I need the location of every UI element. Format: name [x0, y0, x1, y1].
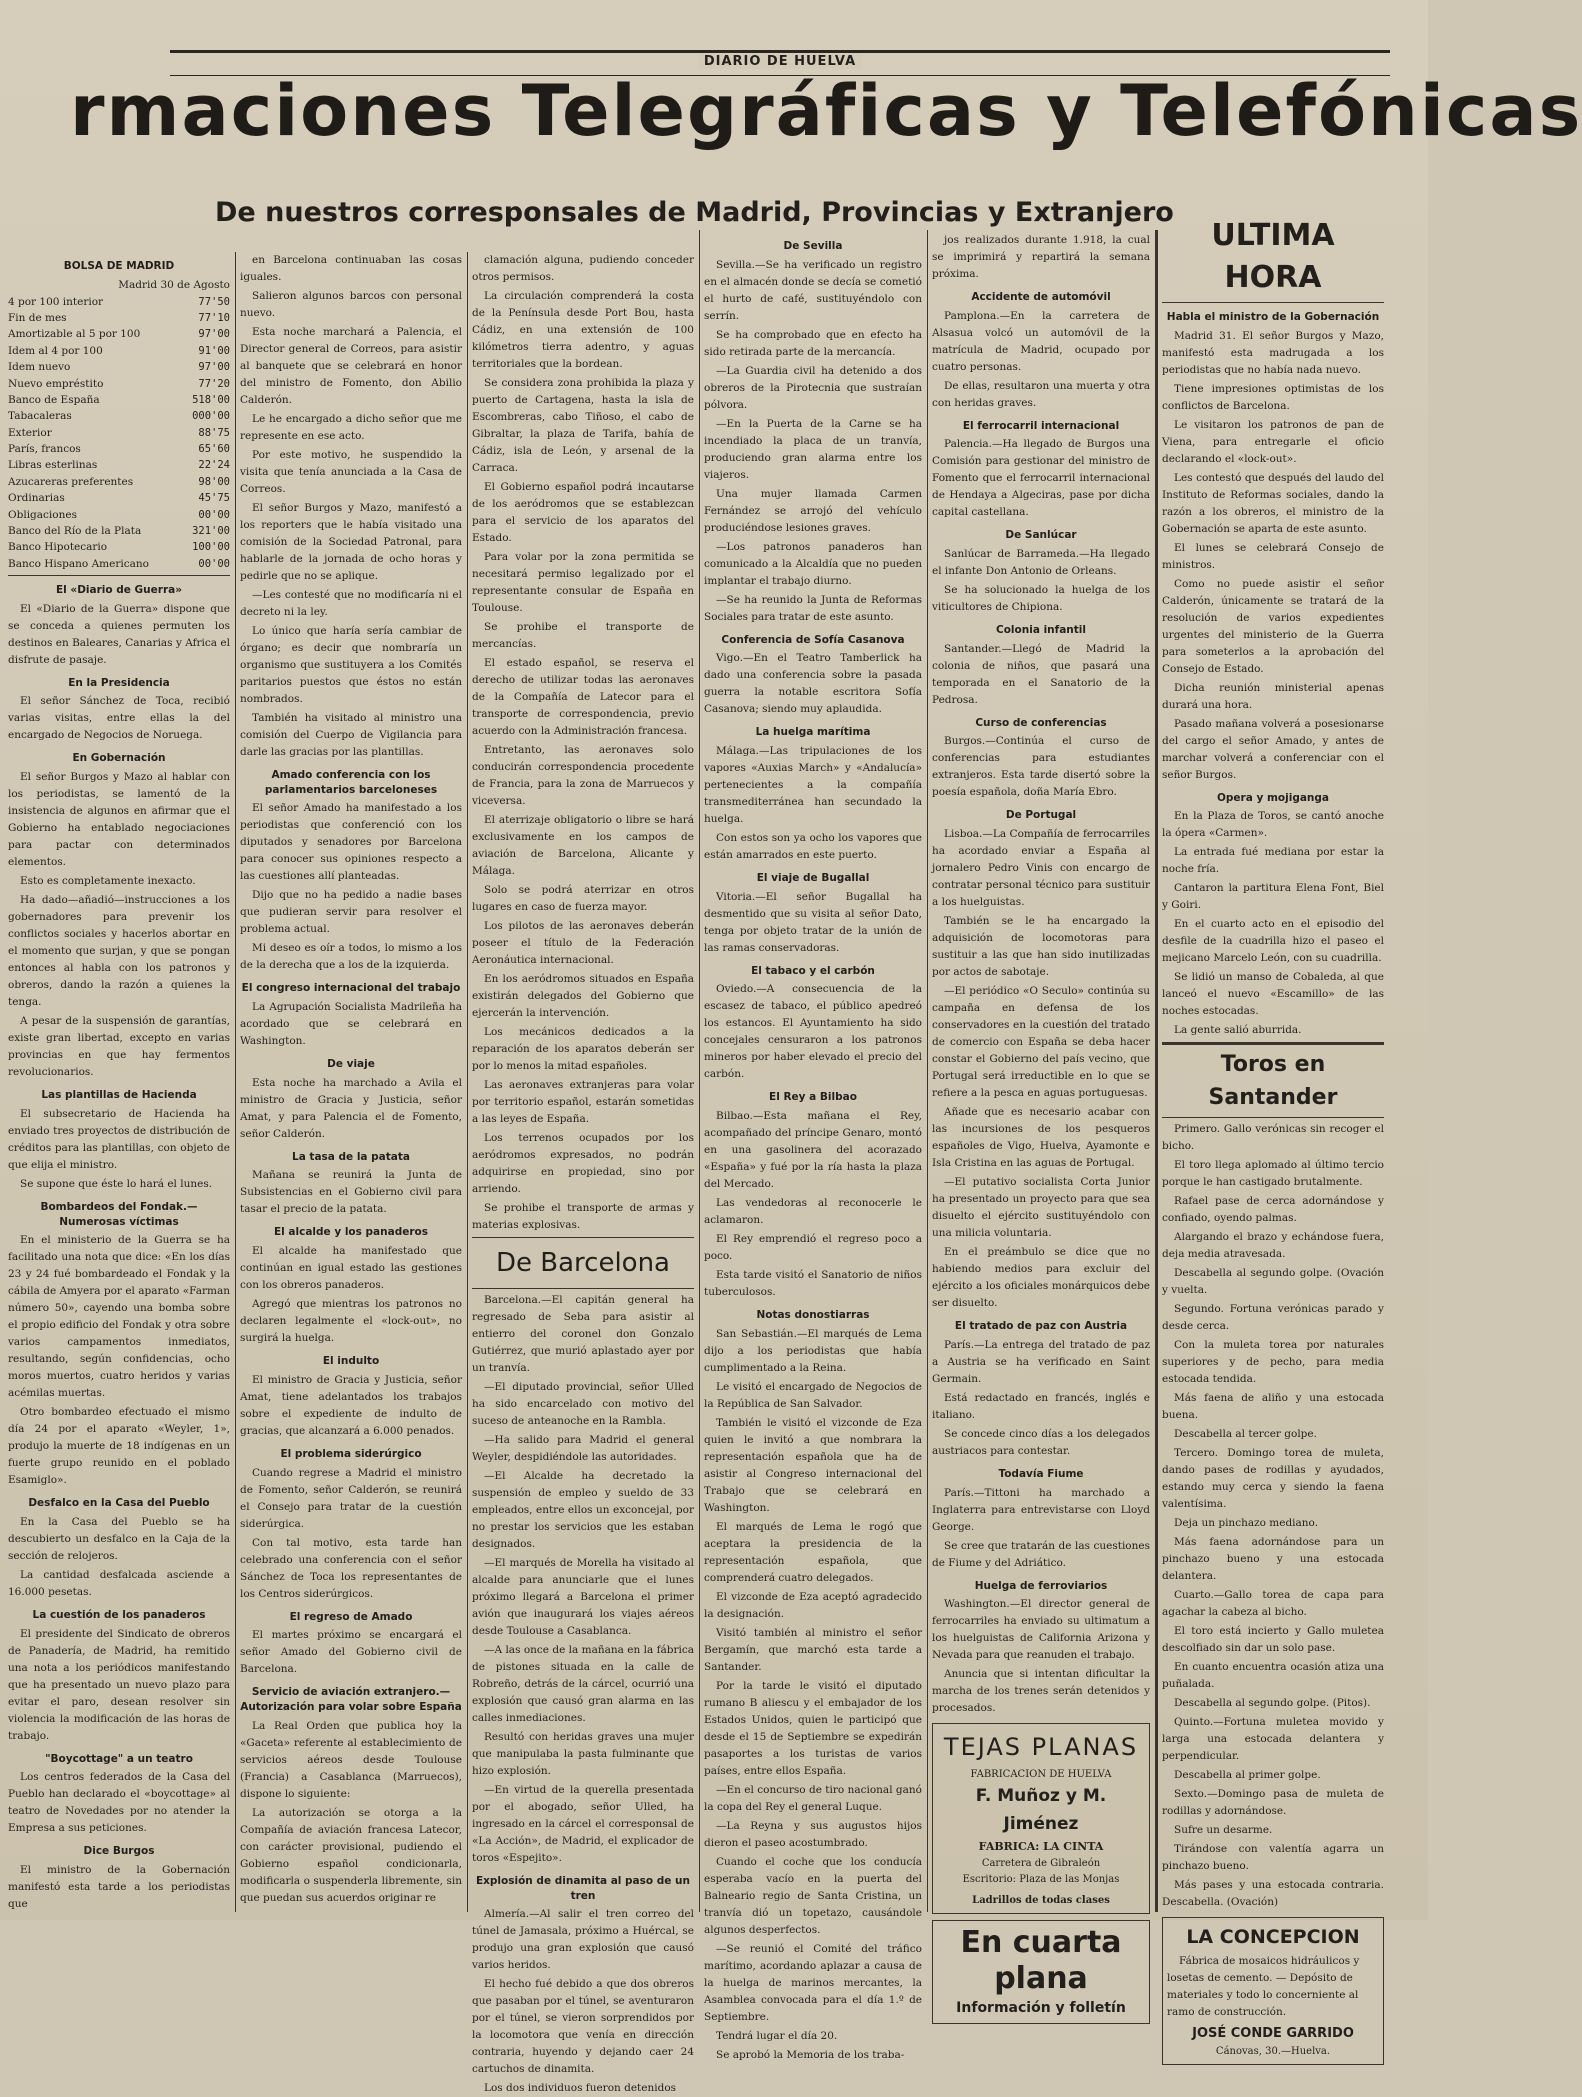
- paragraph: Almería.—Al salir el tren correo del túnel de Jamasala, próximo a Huércal, se produjo una gran explosión que causó varios heridos.: [472, 1908, 694, 1972]
- heading: Amado conferencia con los parlamentarios barceloneses: [264, 769, 438, 796]
- paragraph: Se supone que éste lo hará el lunes.: [20, 1177, 213, 1190]
- paragraph: El lunes se celebrará Consejo de ministros.: [1162, 541, 1384, 571]
- ad-description: Fábrica de mosaicos hidráulicos y losetas de cemento. — Depósito de materiales y todo lo concerniente al ramo de construcción.: [1167, 1955, 1360, 2019]
- paragraph: A pesar de la suspensión de garantías, existe gran libertad, excepto en varias provincias en que hay fermentos revolucionarios.: [8, 1015, 230, 1079]
- paragraph: El vizconde de Eza aceptó agradecido la designación.: [704, 1590, 922, 1620]
- ad-subtitle: Información y folletín: [956, 1999, 1126, 2016]
- bolsa-name: Tabacaleras: [8, 410, 72, 423]
- paragraph: Tendrá lugar el día 20.: [716, 2029, 838, 2042]
- paragraph: Les contestó que después del laudo del Instituto de Reformas sociales, dando la razón a los obreros, el ministro de la Gobernación se aparta de este asunto.: [1162, 471, 1384, 535]
- paragraph: en Barcelona continuaban las cosas iguales.: [240, 254, 462, 283]
- bolsa-name: Idem nuevo: [8, 361, 71, 374]
- paragraph: Se prohibe el transporte de mercancías.: [472, 621, 694, 650]
- bolsa-value: 88'75: [198, 426, 230, 439]
- paragraph: Por la tarde le visitó el diputado rumano B aliescu y el embajador de los Estados Unidos, quien le participó que desde el 15 de Septiembre se expedirán pasaportes a los turistas de varios países, entre ellos España.: [704, 1679, 922, 1777]
- bolsa-name: Azucareras preferentes: [8, 475, 134, 488]
- bolsa-name: Nuevo empréstito: [8, 377, 104, 390]
- bolsa-row: [8, 523, 230, 539]
- paragraph: Le he encargado a dicho señor que me represente en ese acto.: [240, 413, 462, 442]
- column-3: [472, 252, 694, 2095]
- heading: El congreso internacional del trabajo: [241, 982, 461, 995]
- paragraph: Lisboa.—La Compañía de ferrocarriles ha acordado enviar a España al jornalero Pedro Vinis con encargo de contratar personal técnico para sustituir a los huelguistas.: [932, 828, 1150, 909]
- bolsa-name: Banco Hipotecario: [8, 541, 108, 554]
- paragraph: El martes próximo se encargará el señor Amado del Gobierno civil de Barcelona.: [240, 1629, 462, 1676]
- ad-address: Cánovas, 30.—Huelva.: [1215, 2046, 1331, 2058]
- heading: El viaje de Bugallal: [756, 872, 870, 885]
- paragraph: —A las once de la mañana en la fábrica de pistones situada en la calle de Robreño, detrás de la cárcel, ocurrió una explosión que causó gran alarma en las calles inmediaciones.: [472, 1644, 694, 1725]
- paragraph: El presidente del Sindicato de obreros de Panadería, de Madrid, ha remitido una nota a los periódicos manifestando que ha presentado un nuevo plazo para evitar el paro, desean resolver sin violencia la modificación de las horas de trabajo.: [8, 1627, 230, 1742]
- paragraph: Esto es completamente inexacto.: [20, 875, 196, 888]
- bolsa-value: 98'00: [198, 475, 230, 488]
- heading: Conferencia de Sofía Casanova: [721, 633, 905, 646]
- paragraph: Primero. Gallo verónicas sin recoger el bicho.: [1162, 1123, 1384, 1153]
- heading: De Sevilla: [783, 240, 843, 252]
- heading: El problema siderúrgico: [280, 1447, 422, 1460]
- paragraph: Una mujer llamada Carmen Fernández se arrojó del vehículo produciéndose lesiones graves.: [704, 487, 922, 534]
- paragraph: La entrada fué mediana por estar la noche fría.: [1162, 846, 1384, 876]
- paragraph: Sexto.—Domingo pasa de muleta de rodillas y adornándose.: [1162, 1788, 1384, 1818]
- paragraph: El señor Sánchez de Toca, recibió varias visitas, entre ellas la del encargado de Negocios de Noruega.: [8, 695, 230, 742]
- paragraph: Pamplona.—En la carretera de Alsasua volcó un automóvil de la matrícula de Madrid, ocupado por cuatro personas.: [932, 309, 1150, 373]
- paragraph: La circulación comprenderá la costa de la Península desde Port Bou, hasta Cádiz, en una extensión de 100 kilómetros tierra adentro, y aguas territoriales que la bordean.: [472, 290, 694, 370]
- paragraph: Santander.—Llegó de Madrid la colonia de niños, que pasará una temporada en el Sanatorio de la Pedrosa.: [932, 642, 1150, 706]
- paragraph: Segundo. Fortuna verónicas parado y desde cerca.: [1162, 1303, 1384, 1333]
- paragraph: París.—Tittoni ha marchado a Inglaterra para entrevistarse con Lloyd George.: [932, 1486, 1150, 1533]
- bolsa-row: [8, 474, 230, 490]
- paragraph: Con la muleta torea por naturales superiores y de pecho, para media estocada tendida.: [1162, 1339, 1384, 1386]
- ad-address: Carretera de Gibraleón: [981, 1858, 1101, 1870]
- heading: Huelga de ferroviarios: [974, 1579, 1108, 1592]
- paragraph: Para volar por la zona permitida se necesitará permiso legalizado por el representante consular de España en Toulouse.: [472, 551, 694, 614]
- paragraph: Bilbao.—Esta mañana el Rey, acompañado del príncipe Genaro, montó en una gasolinera del acorazado «España» y fué por la ría hasta la plaza del Mercado.: [704, 1110, 922, 1191]
- bolsa-value: 77'10: [198, 312, 230, 325]
- paragraph: Los mecánicos dedicados a la reparación de los aparatos deberán ser por lo menos la mitad españoles.: [472, 1026, 694, 1072]
- paragraph: Solo se podrá aterrizar en otros lugares en caso de fuerza mayor.: [472, 884, 694, 913]
- paragraph: Otro bombardeo efectuado el mismo día 24 por el aparato «Weyler, 1», produjo la muerte de 18 indígenas en un fuerte grupo reunido en el poblado Esamiglo».: [8, 1406, 230, 1487]
- heading: En Gobernación: [72, 752, 166, 765]
- bolsa-name: Fin de mes: [8, 312, 67, 325]
- paragraph: Sufre un desarme.: [1174, 1824, 1273, 1837]
- paragraph: También se le ha encargado la adquisición de locomotoras para sustituir a las que han sido inutilizadas por actos de sabotaje.: [932, 915, 1150, 979]
- bolsa-value: 77'50: [198, 295, 230, 308]
- paragraph: Visitó también al ministro el señor Bergamín, que marchó esta tarde a Santander.: [704, 1626, 922, 1673]
- bolsa-name: Banco de España: [8, 393, 100, 406]
- paragraph: Esta tarde visitó el Sanatorio de niños tuberculosos.: [704, 1269, 922, 1299]
- paragraph: Le visitaron los patronos de pan de Viena, para entregarle el oficio declarando el «lock-out».: [1162, 418, 1384, 465]
- bolsa-row: [8, 408, 230, 424]
- heading: De Portugal: [1005, 809, 1077, 822]
- paragraph: Vitoria.—El señor Bugallal ha desmentido que su visita al señor Dato, tenga por objeto tratar de la unión de las ramas conservadoras.: [704, 890, 922, 954]
- paragraph: Tiene impresiones optimistas de los conflictos de Barcelona.: [1162, 382, 1384, 412]
- bolsa-name: Ordinarias: [8, 492, 65, 505]
- paragraph: Esta noche ha marchado a Avila el ministro de Gracia y Justicia, señor Amat, y para Palencia el de Fomento, señor Calderón.: [240, 1076, 462, 1140]
- bolsa-value: 100'00: [192, 541, 230, 554]
- paragraph: Sanlúcar de Barrameda.—Ha llegado el infante Don Antonio de Orleans.: [932, 548, 1150, 578]
- bolsa-row: [8, 359, 230, 375]
- paragraph: Descabella al segundo golpe. (Ovación y vuelta.: [1162, 1267, 1384, 1297]
- bolsa-row: [8, 507, 230, 523]
- paragraph: También le visitó el vizconde de Eza quien le invitó a que nombrara la representación española que ha de asistir al Congreso internacional del Trabajo que se celebrará en Washington.: [704, 1416, 922, 1514]
- advertisement-cuarta-plana: [932, 1920, 1150, 2025]
- paragraph: Los pilotos de las aeronaves deberán poseer el título de la Federación Aeronáutica internacional.: [472, 920, 694, 966]
- paragraph: Se ha solucionado la huelga de los viticultores de Chipiona.: [932, 584, 1150, 614]
- paragraph: El ministro de la Gobernación manifestó esta tarde a los periodistas que: [8, 1863, 230, 1910]
- paragraph: Por este motivo, he suspendido la visita que tenía anunciada a la Casa de Correos.: [240, 449, 462, 495]
- bolsa-value: 97'00: [198, 328, 230, 341]
- bolsa-value: 00'00: [198, 557, 230, 570]
- bolsa-row: [8, 392, 230, 408]
- paragraph: —Se reunió el Comité del tráfico marítimo, acordando aplazar a causa de la huelga de marinos mercantes, la Asamblea convocada para el día 1.º de Septiembre.: [704, 1942, 922, 2023]
- paragraph: Pasado mañana volverá a posesionarse del cargo el señor Amado, y antes de marchar volverá a conferenciar con el señor Burgos.: [1162, 717, 1384, 781]
- heading: Notas donostiarras: [756, 1309, 870, 1322]
- bolsa-row: [8, 376, 230, 392]
- heading: El ferrocarril internacional: [962, 419, 1120, 432]
- paragraph: Más pases y una estocada contraria. Descabella. (Ovación): [1162, 1879, 1384, 1909]
- bolsa-name: Idem al 4 por 100: [8, 344, 103, 357]
- paragraph: Se prohibe el transporte de armas y materias explosivas.: [472, 1202, 694, 1231]
- paragraph: Los dos individuos fueron detenidos: [484, 2082, 677, 2095]
- paragraph: Burgos.—Continúa el curso de conferencias para estudiantes extranjeros. Esta tarde disertó sobre la poesía española, doña María Ebro.: [932, 735, 1150, 799]
- paragraph: Mañana se reunirá la Junta de Subsistencias en el Gobierno civil para tasar el precio de la patata.: [240, 1169, 462, 1216]
- paragraph: Se aprobó la Memoria de los traba-: [716, 2048, 905, 2061]
- paragraph: En el ministerio de la Guerra se ha facilitado una nota que dice: «En los días 23 y 24 fué bombardeado el Fondak y la cábila de Amyera por el aparato «Farman número 50», cayendo una bomba sobre el propio edificio del Fondak y otra sobre varios campamentos inmediatos, resultando, según confidencias, ocho moros muertos, cuatro heridos y varias acémilas muertas.: [8, 1234, 230, 1400]
- bolsa-value: 000'00: [192, 410, 230, 423]
- paragraph: Se lidió un manso de Cobaleda, al que lanceó el nuevo «Escamillo» de las noches estocadas.: [1162, 971, 1384, 1018]
- paragraph: Añade que es necesario acabar con las incursiones de los pesqueros españoles de Vigo, Huelva, Ayamonte e Isla Cristina en las aguas de Portugal.: [932, 1106, 1150, 1170]
- paragraph: La gente salió aburrida.: [1174, 1024, 1302, 1037]
- paragraph: El estado español, se reserva el derecho de utilizar todas las aeronaves de la Compañía de Latecor para el transporte de correspondencia, previo acuerdo con la Administración francesa.: [472, 657, 694, 737]
- paragraph: Esta noche marchará a Palencia, el Director general de Correos, para asistir al banquete que se celebrará en honor del ministro de Fomento, don Abilio Calderón.: [240, 326, 462, 406]
- paragraph: —En virtud de la querella presentada por el abogado, señor Ulled, ha ingresado en la cárcel el corresponsal de «La Acción», de Madrid, el explicador de toros «Espejito».: [472, 1784, 694, 1865]
- ad-fabrica: FABRICA: LA CINTA: [978, 1840, 1104, 1854]
- paragraph: En el cuarto acto en el episodio del desfile de la cuadrilla hizo el paseo el mejicano Marcelo León, con su cuadrilla.: [1162, 918, 1384, 965]
- bolsa-name: 4 por 100 interior: [8, 295, 104, 308]
- column-2: [240, 252, 462, 1917]
- ad-title: En cuarta plana: [960, 1924, 1122, 1996]
- bolsa-name: París, francos: [8, 443, 81, 456]
- paragraph: El Gobierno español podrá incautarse de los aeródromos que se establezcan para el servicio de los aparatos del Estado.: [472, 481, 694, 544]
- paragraph: El subsecretario de Hacienda ha enviado tres proyectos de distribución de créditos para las plantillas, con objeto de que elija el ministro.: [8, 1107, 230, 1171]
- heading: Opera y mojiganga: [1216, 791, 1329, 804]
- column-6: [1162, 215, 1384, 2058]
- bolsa-value: 00'00: [198, 508, 230, 521]
- paragraph: —La Reyna y sus augustos hijos dieron el paseo acostumbrado.: [704, 1819, 922, 1849]
- heading: "Boycottage" a un teatro: [45, 1752, 193, 1765]
- paragraph: Cuando el coche que los conducía esperaba vacío en la puerta del Balneario regio de Santa Cristina, un tranvía dió un topetazo, causándole algunos desperfectos.: [704, 1855, 922, 1936]
- ad-title: TEJAS PLANAS: [943, 1733, 1139, 1762]
- paragraph: Entretanto, las aeronaves solo conducirán correspondencia procedente de Francia, para la zona de Marruecos y viceversa.: [472, 744, 694, 807]
- bolsa-value: 45'75: [198, 492, 230, 505]
- paragraph: De ellas, resultaron una muerta y otra con heridas graves.: [932, 379, 1150, 409]
- paragraph: clamación alguna, pudiendo conceder otros permisos.: [472, 254, 694, 283]
- paragraph: El hecho fué debido a que dos obreros que pasaban por el túnel, se aventuraron por el túnel, se vieron sorprendidos por la locomotora que venía en dirección contraria, huyendo y dejando caer 24 cartuchos de dinamita.: [472, 1978, 694, 2076]
- paragraph: También ha visitado al ministro una comisión del Cuerpo de Vigilancia para darle las gracias por las plantillas.: [240, 712, 462, 758]
- bolsa-row: [8, 457, 230, 473]
- section-heading-barcelona: De Barcelona: [495, 1248, 670, 1278]
- heading: Servicio de aviación extranjero.—Autorización para volar sobre España: [240, 1686, 462, 1713]
- paragraph: —El putativo socialista Corta Junior ha presentado un proyecto para que sea disuelto el ejército sustituyéndolo con una milicia voluntaria.: [932, 1176, 1150, 1240]
- bolsa-name: Banco Hispano Americano: [8, 557, 149, 570]
- paragraph: París.—La entrega del tratado de paz a Austria se ha verificado en Saint Germain.: [932, 1338, 1150, 1385]
- bolsa-name: Libras esterlinas: [8, 459, 98, 472]
- paragraph: Más faena de aliño y una estocada buena.: [1162, 1392, 1384, 1422]
- paragraph: —En el concurso de tiro nacional ganó la copa del Rey el general Luque.: [704, 1783, 922, 1813]
- heading: El alcalde y los panaderos: [274, 1226, 428, 1239]
- paragraph: Alargando el brazo y echándose fuera, deja media atravesada.: [1162, 1231, 1384, 1261]
- heading: Dice Burgos: [83, 1845, 155, 1858]
- paragraph: —El diputado provincial, señor Ulled ha sido encarcelado con motivo del suceso de anteanoche en la Rambla.: [472, 1381, 694, 1428]
- paragraph: El toro está incierto y Gallo muletea descolfiado sin dar un solo pase.: [1162, 1625, 1384, 1655]
- paragraph: Lo único que haría sería cambiar de órgano; es decir que nombraría un organismo que sustituyera a los Comités paritarios puestos que éstos no están nombrados.: [240, 625, 462, 705]
- heading: Accidente de automóvil: [971, 291, 1111, 303]
- paragraph: —Se ha reunido la Junta de Reformas Sociales para tratar de este asunto.: [704, 593, 922, 623]
- advertisement-la-concepcion: [1162, 1917, 1384, 2065]
- paragraph: El señor Amado ha manifestado a los periodistas que conferenció con los diputados y senadores por Barcelona para conocer sus opiniones respecto a las cuestiones allí planteadas.: [240, 802, 462, 883]
- heading: El tratado de paz con Austria: [954, 1320, 1128, 1333]
- paragraph: El señor Burgos y Mazo al hablar con los periodistas, se lamentó de la insistencia de algunos en afirmar que el Gobierno ha entablado negociaciones para pactar con determinados elementos.: [8, 771, 230, 869]
- paragraph: Rafael pase de cerca adornándose y confiado, oyendo palmas.: [1162, 1195, 1384, 1225]
- paragraph: El alcalde ha manifestado que continúan en igual estado las gestiones con los obreros panaderos.: [240, 1245, 462, 1292]
- heading: Habla el ministro de la Gobernación: [1166, 311, 1380, 323]
- bolsa-name: Amortizable al 5 por 100: [8, 328, 141, 341]
- paragraph: En la Casa del Pueblo se ha descubierto un desfalco en la Caja de la sección de relojeros.: [8, 1515, 230, 1562]
- bolsa-row: [8, 441, 230, 457]
- bolsa-value: 91'00: [198, 344, 230, 357]
- heading: Todavía Fiume: [998, 1467, 1084, 1480]
- paragraph: En cuanto encuentra ocasión atiza una puñalada.: [1162, 1661, 1384, 1691]
- paragraph: La Real Orden que publica hoy la «Gaceta» referente al establecimiento de servicios aéreos desde Toulouse (Francia) a Casablanca (Marruecos), dispone lo siguiente:: [240, 1719, 462, 1800]
- paragraph: La cantidad desfalcada asciende a 16.000 pesetas.: [8, 1568, 230, 1598]
- bolsa-value: 518'00: [192, 393, 230, 406]
- paragraph: La Agrupación Socialista Madrileña ha acordado que se celebrará en Washington.: [240, 1001, 462, 1048]
- bolsa-name: Banco del Río de la Plata: [8, 524, 142, 537]
- heading: El tabaco y el carbón: [751, 964, 875, 977]
- column-5: [932, 232, 1150, 2016]
- ad-footer: Ladrillos de todas clases: [972, 1894, 1110, 1906]
- paragraph: Tercero. Domingo torea de muleta, dando pases de rodillas y ayudados, estando muy cerca y siendo la faena valentísima.: [1162, 1447, 1384, 1511]
- paragraph: El ministro de Gracia y Justicia, señor Amat, tiene adelantados los trabajos sobre el expediente de indulto de gracias, que alcanzará a 6.000 penados.: [240, 1373, 462, 1437]
- paragraph: Quinto.—Fortuna muletea movido y larga una estocada delantera y perpendicular.: [1162, 1716, 1384, 1763]
- paragraph: Agregó que mientras los patronos no declaren legalmente el «lock-out», no surgirá la huelga.: [240, 1298, 462, 1345]
- column-4: [704, 232, 922, 2061]
- paragraph: —La Guardia civil ha detenido a dos obreros de la Pirotecnia que sustraían pólvora.: [704, 364, 922, 411]
- paragraph: El aterrizaje obligatorio o libre se hará exclusivamente en los campos de aviación de Barcelona, Alicante y Málaga.: [472, 814, 694, 877]
- heading: Desfalco en la Casa del Pueblo: [28, 1497, 210, 1510]
- paragraph: San Sebastián.—El marqués de Lema dijo a los periodistas que había cumplimentado a la Reina.: [704, 1327, 922, 1374]
- heading: El indulto: [322, 1355, 380, 1368]
- paragraph: Con estos son ya ocho los vapores que están amarrados en este puerto.: [704, 832, 922, 862]
- toros-heading: Toros en Santander: [1208, 1052, 1338, 1111]
- paragraph: —El marqués de Morella ha visitado al alcalde para anunciarle que el lunes próximo llegará a Barcelona el primer avión que inaugurará los viajes aéreos desde Toulouse a Casablanca.: [472, 1557, 694, 1638]
- paragraph: Dicha reunión ministerial apenas durará una hora.: [1162, 681, 1384, 711]
- paragraph: Sevilla.—Se ha verificado un registro en el almacén donde se decía se cometió el hurto de café, sustituyéndolo con serrín.: [704, 258, 922, 322]
- heading: Bombardeos del Fondak.—Numerosas víctimas: [40, 1200, 198, 1228]
- masthead-title: DIARIO DE HUELVA: [698, 54, 862, 69]
- ad-address: Escritorio: Plaza de las Monjas: [962, 1874, 1120, 1886]
- paragraph: Descabella al primer golpe.: [1174, 1769, 1321, 1782]
- bolsa-title: BOLSA DE MADRID: [63, 260, 175, 272]
- bolsa-row: [8, 556, 230, 572]
- bolsa-row: [8, 294, 230, 310]
- heading: Curso de conferencias: [975, 716, 1107, 729]
- advertisement-tejas-planas: [932, 1723, 1150, 1914]
- bolsa-date: Madrid 30 de Agosto: [118, 278, 230, 291]
- heading: La tasa de la patata: [292, 1150, 410, 1163]
- paragraph: Descabella al tercer golpe.: [1174, 1428, 1317, 1441]
- bolsa-value: 77'20: [198, 377, 230, 390]
- heading: De Sanlúcar: [1005, 529, 1077, 542]
- bolsa-row: [8, 343, 230, 359]
- heading: En la Presidencia: [68, 676, 170, 689]
- paragraph: Las aeronaves extranjeras para volar por territorio español, estarán sometidas a las leyes de España.: [472, 1079, 694, 1125]
- paragraph: Las vendedoras al reconocerle le aclamaron.: [704, 1197, 922, 1227]
- paragraph: Más faena adornándose para un pinchazo bueno y una estocada delantera.: [1162, 1536, 1384, 1583]
- column-1: [8, 252, 230, 1917]
- paragraph: Anuncia que si intentan dificultar la marcha de los trenes serán detenidos y procesados.: [932, 1668, 1150, 1715]
- paragraph: Palencia.—Ha llegado de Burgos una Comisión para gestionar del ministro de Fomento que el ferrocarril internacional de Hendaya a Algeciras, pase por dicha capital castellana.: [932, 438, 1150, 519]
- paragraph: El toro llega aplomado al último tercio porque le han castigado brutalmente.: [1162, 1159, 1384, 1189]
- bolsa-table: [8, 294, 230, 572]
- bolsa-value: 22'24: [198, 459, 230, 472]
- bolsa-name: Exterior: [8, 426, 52, 439]
- paragraph: El marqués de Lema le rogó que aceptara la presidencia de la representación española, que comprenderá cuatro delegados.: [704, 1520, 922, 1584]
- paragraph: Los centros federados de la Casa del Pueblo han declarado el «boycottage» al teatro de Novedades por no atender la Empresa a sus peticiones.: [8, 1771, 230, 1835]
- bolsa-value: 65'60: [198, 443, 230, 456]
- heading: La huelga marítima: [755, 726, 871, 739]
- paragraph: Le visitó el encargado de Negocios de la República de San Salvador.: [704, 1380, 922, 1410]
- paragraph: Se considera zona prohibida la plaza y puerto de Cartagena, hasta la isla de Escombreras, cabo Tiñoso, el cabo de Gibraltar, la plaza de Tarifa, bahía de Cádiz, isla de León, y arsenal de la Carraca.: [472, 377, 694, 474]
- ultima-hora-heading: ULTIMA HORA: [1211, 218, 1335, 295]
- paragraph: —Los patronos panaderos han comunicado a la Alcaldía que no pueden implantar el trabajo diurno.: [704, 540, 922, 587]
- paragraph: En los aeródromos situados en España existirán delegados del Gobierno que ejercerán la intervención.: [472, 973, 694, 1019]
- paragraph: Deja un pinchazo mediano.: [1174, 1517, 1319, 1530]
- paragraph: —El Alcalde ha decretado la suspensión de empleo y sueldo de 33 empleados, entre ellos un exconcejal, por no prestar los servicios que les estaban designados.: [472, 1470, 694, 1551]
- ad-title: LA CONCEPCION: [1186, 1926, 1360, 1949]
- bolsa-value: 97'00: [198, 361, 230, 374]
- heading: El regreso de Amado: [289, 1610, 413, 1623]
- paragraph: Está redactado en francés, inglés e italiano.: [932, 1391, 1150, 1421]
- ad-owner: JOSÉ CONDE GARRIDO: [1192, 2026, 1354, 2042]
- paragraph: Resultó con heridas graves una mujer que manipulaba la pasta fulminante que hizo explosión.: [472, 1731, 694, 1778]
- paragraph: Se cree que tratarán de las cuestiones de Fiume y del Adriático.: [932, 1539, 1150, 1569]
- bolsa-row: [8, 310, 230, 326]
- paragraph: —Les contesté que no modificaría ni el decreto ni la ley.: [240, 589, 462, 618]
- bolsa-row: [8, 425, 230, 441]
- paragraph: Con tal motivo, esta tarde han celebrado una conferencia con el señor Sánchez de Toca los representantes de los Centros siderúrgicos.: [240, 1536, 462, 1600]
- paragraph: —Ha salido para Madrid el general Weyler, despidiéndole las autoridades.: [472, 1434, 694, 1464]
- ad-subtitle: FABRICACION DE HUELVA: [970, 1769, 1112, 1781]
- heading: Explosión de dinamita al paso de un tren: [475, 1875, 691, 1902]
- paragraph: Descabella al segundo golpe. (Pitos).: [1174, 1697, 1371, 1710]
- paragraph: Barcelona.—El capitán general ha regresado de Seba para asistir al entierro del coronel don Gonzalo Gutiérrez, que murió aplastado ayer por un tranvía.: [472, 1294, 694, 1375]
- heading: La cuestión de los panaderos: [32, 1608, 206, 1621]
- paragraph: Salieron algunos barcos con personal nuevo.: [240, 290, 462, 319]
- page-subbanner: De nuestros corresponsales de Madrid, Provincias y Extranjero: [215, 197, 1174, 228]
- bolsa-name: Obligaciones: [8, 508, 77, 521]
- paragraph: Se ha comprobado que en efecto ha sido retirada parte de la mercancía.: [704, 328, 922, 358]
- bolsa-row: [8, 326, 230, 342]
- paragraph: Oviedo.—A consecuencia de la escasez de tabaco, el público apedreó los estancos. El Ayuntamiento ha sido concejales censuraron a los patronos mineros por haber elevado el precio del carbón.: [704, 983, 922, 1081]
- paragraph: —El periódico «O Seculo» continúa su campaña en defensa de los conservadores en la cuestión del tratado de comercio con España se deba hacer constar el Gobierno del país vecino, que Portugal será irreductible en lo que se refiere a la pesca en aguas portuguesas.: [932, 985, 1150, 1100]
- paragraph: Tirándose con valentía agarra un pinchazo bueno.: [1162, 1843, 1384, 1873]
- paragraph: Madrid 31. El señor Burgos y Mazo, manifestó esta madrugada a los periodistas que no había nada nuevo.: [1162, 329, 1384, 376]
- heading: Las plantillas de Hacienda: [41, 1089, 197, 1102]
- paragraph: Vigo.—En el Teatro Tamberlick ha dado una conferencia sobre la pasada guerra la notable escritora Sofía Casanova; siendo muy aplaudida.: [704, 652, 922, 716]
- paragraph: En la Plaza de Toros, se cantó anoche la ópera «Carmen».: [1162, 810, 1384, 840]
- bolsa-row: [8, 490, 230, 506]
- paragraph: Mi deseo es oír a todos, lo mismo a los de la derecha que a los de la izquierda.: [240, 942, 462, 972]
- paragraph: Washington.—El director general de ferrocarriles ha enviado su ultimatum a los huelguistas de California Arizona y Nevada para que reanuden el trabajo.: [932, 1598, 1150, 1662]
- paragraph: Cuarto.—Gallo torea de capa para agachar la cabeza al bicho.: [1162, 1589, 1384, 1619]
- paragraph: Los terrenos ocupados por los aeródromos expresados, no podrán adquirirse en propiedad, sino por arriendo.: [472, 1132, 694, 1195]
- heading: De viaje: [327, 1058, 375, 1071]
- paragraph: Cantaron la partitura Elena Font, Biel y Goiri.: [1162, 882, 1384, 912]
- paragraph: Cuando regrese a Madrid el ministro de Fomento, señor Calderón, se reunirá el Consejo para tratar de la cuestión siderúrgica.: [240, 1466, 462, 1530]
- paragraph: Málaga.—Las tripulaciones de los vapores «Auxias March» y «Andalucía» pertenecientes a la compañía transmediterránea han secundado la huelga.: [704, 745, 922, 826]
- paragraph: —En la Puerta de la Carne se ha incendiado la placa de un tranvía, produciendo gran alarma entre los viajeros.: [704, 417, 922, 481]
- paragraph: El señor Burgos y Mazo, manifestó a los reporters que le había visitado una comisión de la Sociedad Patronal, para hablarle de la jornada de ocho horas y pedirle que no se aplique.: [240, 502, 462, 582]
- paragraph: En el preámbulo se dice que no habiendo medios para excluir del ejército a los oficiales monárquicos debe ser disuelto.: [932, 1246, 1150, 1310]
- page-banner-title: rmaciones Telegráficas y Telefónicas: [70, 70, 1582, 152]
- heading: El Rey a Bilbao: [769, 1091, 857, 1104]
- bolsa-value: 321'00: [192, 524, 230, 537]
- paragraph: Ha dado—añadió—instrucciones a los gobernadores para prevenir los conflictos sociales y hacerlos abortar en el momento que surjan, y que se pongan entonces al habla con los patronos y obreros, dando la razón a quienes la tenga.: [8, 894, 230, 1009]
- paragraph: El «Diario de la Guerra» dispone que se conceda a quienes permuten los destinos en Baleares, Canarias y Africa el disfrute de pasaje.: [8, 602, 230, 666]
- heading: El «Diario de Guerra»: [56, 584, 182, 597]
- paragraph: El Rey emprendió el regreso poco a poco.: [704, 1233, 922, 1263]
- bolsa-row: [8, 539, 230, 555]
- ad-names: F. Muñoz y M. Jiménez: [975, 1786, 1107, 1834]
- paragraph: Dijo que no ha pedido a nadie bases que pudieran servir para resolver el problema actual.: [240, 889, 462, 936]
- paragraph: jos realizados durante 1.918, la cual se imprimirá y repartirá la semana próxima.: [932, 234, 1150, 280]
- paragraph: La autorización se otorga a la Compañía de aviación francesa Latecor, con carácter provisional, pudiendo el Gobierno español condicionarla, modificarla o suspenderla libremente, sin que puedan sus acuerdos originar re: [240, 1806, 462, 1904]
- heading: Colonia infantil: [996, 624, 1086, 637]
- paragraph: Como no puede asistir el señor Calderón, únicamente se tratará de la resolución de varios expedientes urgentes del ministerio de la Guerra para someterlos a la aprobación del Consejo de Estado.: [1162, 577, 1384, 675]
- paragraph: Se concede cinco días a los delegados austriacos para contestar.: [932, 1427, 1150, 1457]
